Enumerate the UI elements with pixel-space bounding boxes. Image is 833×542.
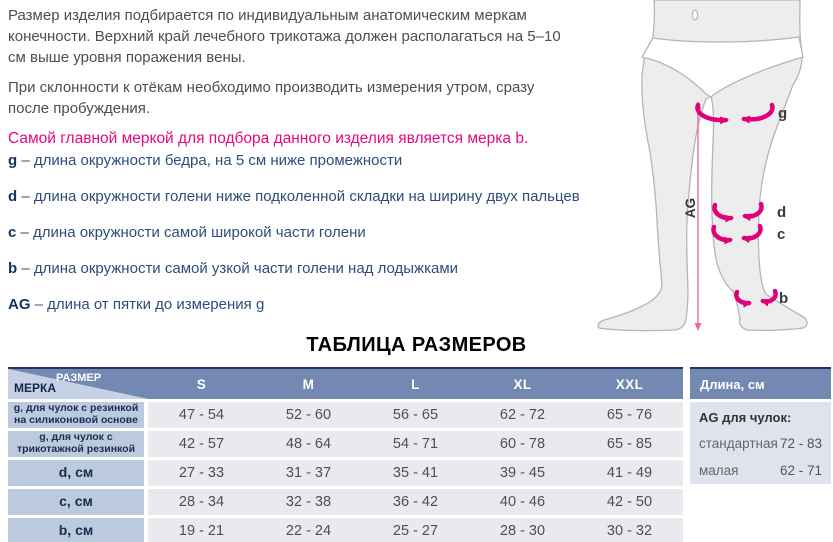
definition-c-text: – длина окружности самой широкой части голени [20,224,366,241]
definition-c [8,225,628,241]
length-standard-label: стандартная [699,436,778,451]
intro-highlight: Самой главной меркой для подбора данного изделия является мерка b. [8,130,529,147]
column-header-xxl: XXL [615,376,644,392]
corner-measure-label: МЕРКА [14,381,56,395]
definition-g-text: – длина окружности бедра, на 5 см ниже промежности [21,152,403,169]
legs-figure-svg [590,0,833,335]
intro-p2-line2: после пробуждения. [8,100,151,117]
cell-xl: 60 - 78 [499,436,546,452]
ag-arrow-down-icon [695,323,702,331]
diagram-label-g: g [778,105,788,122]
length-short-value: 62 - 71 [779,463,822,478]
corner-size-label: РАЗМЕР [56,372,102,384]
cell-m: 22 - 24 [285,523,332,539]
length-panel [690,367,831,484]
length-panel-subtitle: AG для чулок: [699,410,792,425]
row-header-d: d, см [8,460,144,486]
column-header-xl: XL [513,376,532,392]
table-row [8,460,683,486]
cell-s: 42 - 57 [178,436,225,452]
definition-b [8,261,628,277]
definition-ag-text: – длина от пятки до измерения g [34,296,265,313]
cell-xl: 39 - 45 [499,465,546,481]
intro-paragraph-1 [8,5,628,68]
definition-ag-key: AG [8,296,31,313]
definition-g [8,153,628,169]
definition-ag [8,297,628,313]
cell-l: 56 - 65 [392,407,439,423]
definition-c-key: c [8,224,17,241]
cell-l: 35 - 41 [392,465,439,481]
definition-g-key: g [8,152,18,169]
size-column-headers [148,369,683,399]
size-table-header-row [8,367,683,399]
measurement-definitions [8,153,628,333]
cell-xxl: 65 - 85 [606,436,653,452]
cell-m: 52 - 60 [285,407,332,423]
table-row [8,402,683,428]
diagram-label-ag: AG [683,197,698,219]
row-values [148,460,683,486]
cell-xl: 28 - 30 [499,523,546,539]
intro-p1-line3: см выше уровня поражения вены. [8,49,246,66]
intro-paragraph-2 [8,77,628,119]
leg-measurement-diagram [590,0,833,335]
cell-m: 32 - 38 [285,494,332,510]
table-row [8,431,683,457]
cell-xxl: 41 - 49 [606,465,653,481]
column-header-s: S [196,376,207,392]
cell-xl: 62 - 72 [499,407,546,423]
cell-xxl: 30 - 32 [606,523,653,539]
cell-xxl: 65 - 76 [606,407,653,423]
length-standard-value: 72 - 83 [779,436,822,451]
length-panel-header: Длина, см [690,367,831,399]
cell-m: 31 - 37 [285,465,332,481]
cell-m: 48 - 64 [285,436,332,452]
definition-d [8,189,628,205]
definition-d-text: – длина окружности голени ниже подколенной складки на ширину двух пальцев [21,188,580,205]
length-short-label: малая [699,463,739,478]
row-header-c: c, см [8,489,144,515]
intro-section [8,5,628,149]
length-row-standard [699,436,822,451]
corner-header-cell [8,369,148,399]
row-values [148,518,683,542]
size-table [8,367,683,542]
row-header-g-knit: g, для чулок с трикотажной резинкой [8,431,144,457]
table-row [8,489,683,515]
size-table-title: ТАБЛИЦА РАЗМЕРОВ [306,334,527,356]
cell-s: 47 - 54 [178,407,225,423]
table-row [8,518,683,542]
cell-s: 27 - 33 [178,465,225,481]
diagram-label-d: d [777,204,787,221]
row-values [148,489,683,515]
cell-s: 19 - 21 [178,523,225,539]
row-header-g-silicone: g, для чулок с резинкой на силиконовой основе [8,402,144,428]
definition-d-key: d [8,188,18,205]
navel-icon [692,10,697,20]
cell-xl: 40 - 46 [499,494,546,510]
size-tables [8,367,831,542]
cell-l: 36 - 42 [392,494,439,510]
row-values [148,402,683,428]
column-header-m: M [302,376,315,392]
intro-p2-line1: При склонности к отёкам необходимо производить измерения утром, сразу [8,79,535,96]
intro-p1-line2: конечности. Верхний край лечебного трикотажа должен располагаться на 5–10 [8,28,561,45]
definition-b-text: – длина окружности самой узкой части голени над лодыжками [21,260,459,277]
cell-s: 28 - 34 [178,494,225,510]
row-header-b: b, см [8,518,144,542]
diagram-label-b: b [779,290,789,307]
definition-b-key: b [8,260,18,277]
row-values [148,431,683,457]
length-row-short [699,463,822,478]
cell-l: 54 - 71 [392,436,439,452]
length-panel-body [690,402,831,484]
cell-xxl: 42 - 50 [606,494,653,510]
diagram-label-c: c [777,226,786,243]
cell-l: 25 - 27 [392,523,439,539]
intro-p1-line1: Размер изделия подбирается по индивидуальным анатомическим меркам [8,7,527,24]
column-header-l: L [411,376,420,392]
